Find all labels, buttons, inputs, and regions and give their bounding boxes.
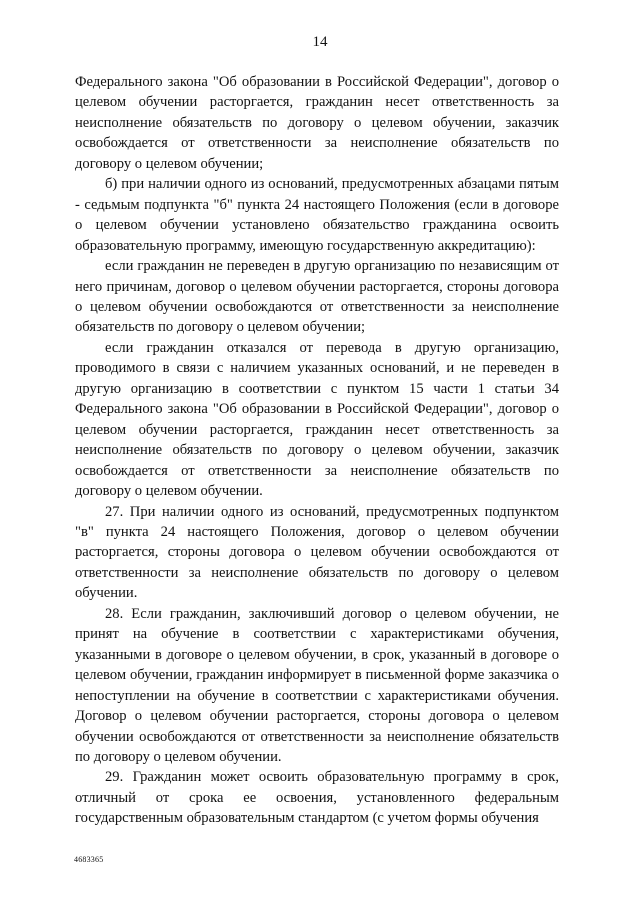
- paragraph-not-transferred: если гражданин не переведен в другую организацию по независящим от него причинам, договор о целевом обучении расторгается, стороны договора о целевом обучении освобождаются от ответственности за неисполнение обязательств по договору о целевом обучении;: [75, 258, 559, 336]
- paragraph-refused-transfer: если гражданин отказался от перевода в другую организацию, проводимого в связи с наличием указанных оснований, и не переведен в другую организацию в соответствии с пунктом 15 части 1 статьи 34 Федерального закона "Об образовании в Российской Федерации", договор о целевом обучении расторгается, гражданин несет ответственность за неисполнение обязательств по договору о целевом обучении, заказчик освобождается от ответственности за неисполнение обязательств по договору о целевом обучении.: [75, 339, 559, 500]
- page-number: 14: [312, 34, 328, 50]
- paragraph-item-28: 28. Если гражданин, заключивший договор о целевом обучении, не принят на обучение в соответствии с характеристиками обучения, указанными в договоре о целевом обучении, в срок, указанный в договоре о целевом обучении, гражданин информирует в письменной форме заказчика о непоступлении на обучение в соответствии с характеристиками обучения. Договор о целевом обучении расторгается, стороны договора о целевом обучении освобождаются от ответственности за неисполнение обязательств по договору о целевом обучении.: [75, 605, 559, 765]
- paragraph-continuation: Федерального закона "Об образовании в Российской Федерации", договор о целевом обучении расторгается, гражданин несет ответственность за неисполнение обязательств по договору о целевом обучении, заказчик освобождается от ответственности за неисполнение обязательств по договору о целевом обучении;: [75, 74, 559, 172]
- paragraph-subitem-b: б) при наличии одного из оснований, предусмотренных абзацами пятым - седьмым подпункта "б" пункта 24 настоящего Положения (если в договоре о целевом обучении установлено обязательство гражданина освоить образовательную программу, имеющую государственную аккредитацию):: [75, 176, 559, 254]
- paragraph-item-29: 29. Гражданин может освоить образовательную программу в срок, отличный от срока ее освоения, установленного федеральным государственным образовательным стандартом (с учетом формы обучения: [75, 769, 559, 827]
- document-body: [75, 72, 559, 829]
- document-code: 4683365: [74, 855, 104, 864]
- paragraph-item-27: 27. При наличии одного из оснований, предусмотренных подпунктом "в" пункта 24 настоящего Положения, договор о целевом обучении расторгается, стороны договора о целевом обучении освобождаются от ответственности за неисполнение обязательств по договору о целевом обучении.: [75, 503, 559, 602]
